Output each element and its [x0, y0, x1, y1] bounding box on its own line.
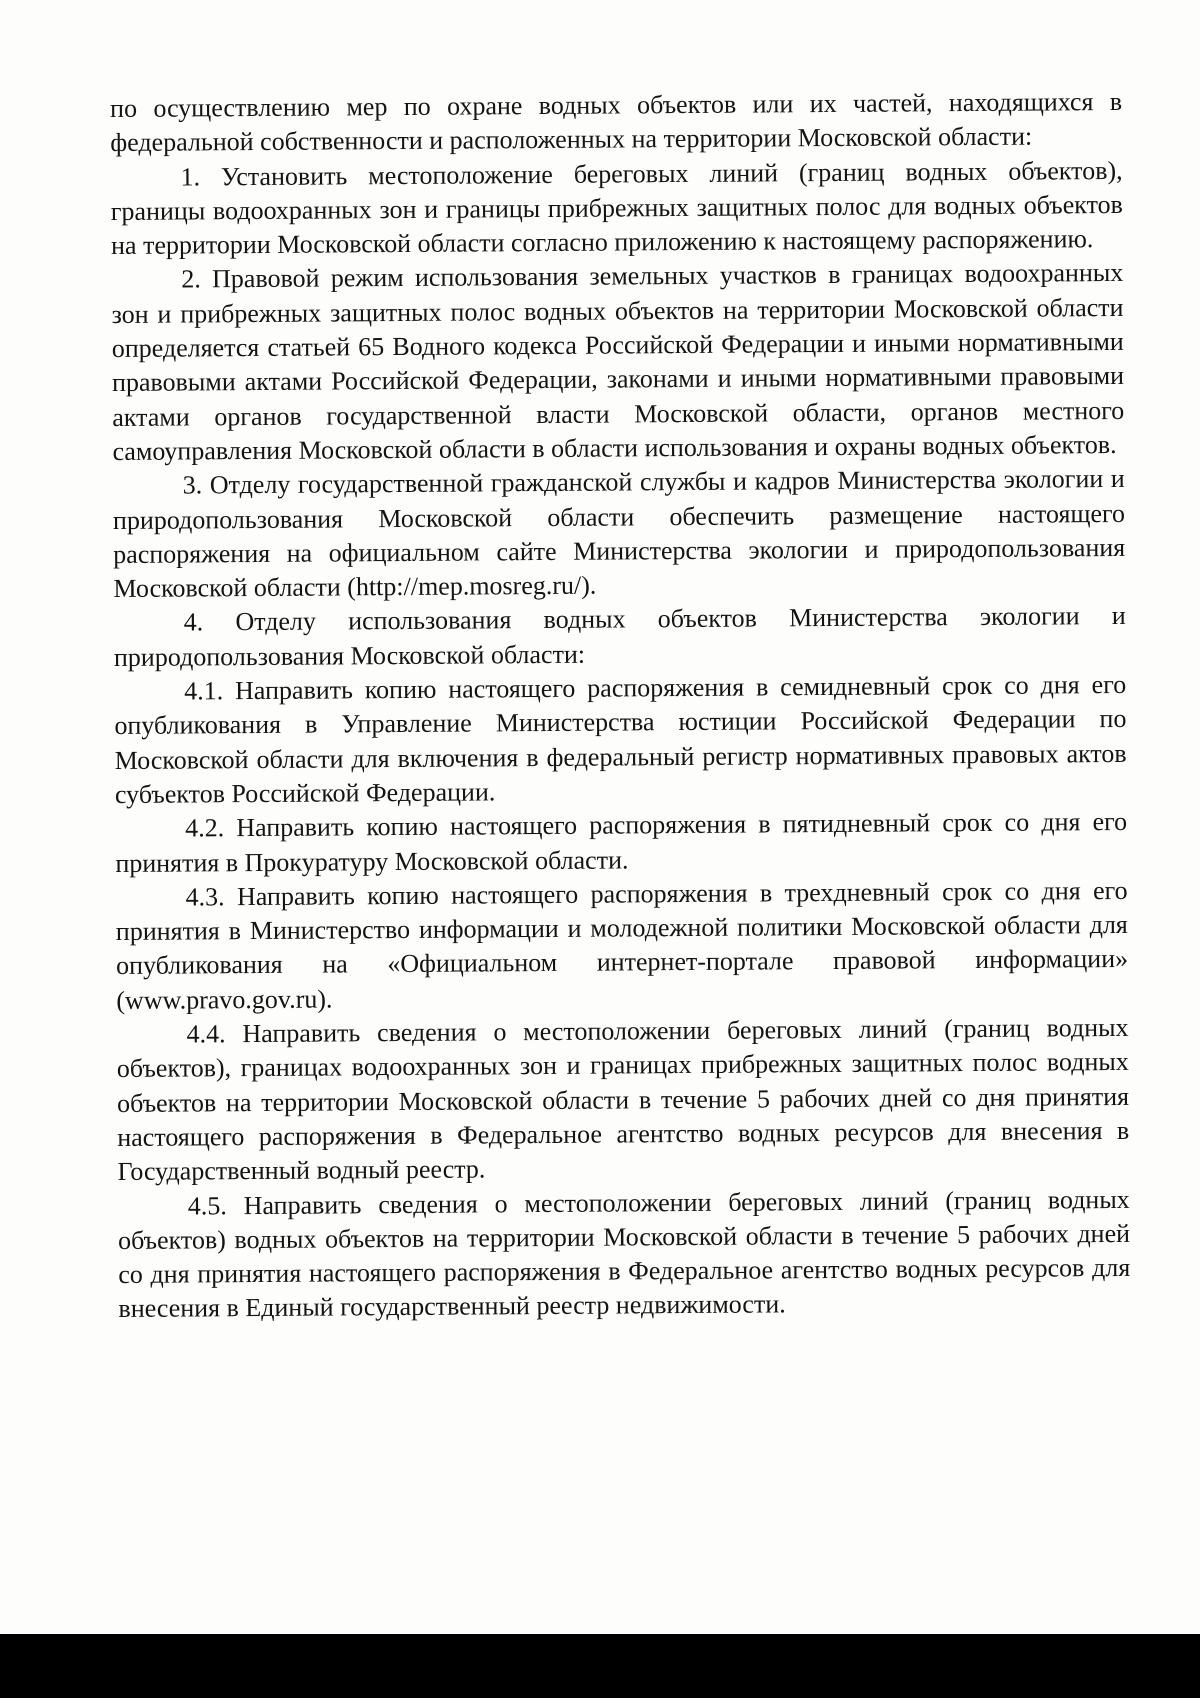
paragraph-item-4: 4. Отделу использования водных объектов Министерства экологии и природопользования Московской области:: [113, 601, 1126, 672]
paragraph-item-4-3: 4.3. Направить копию настоящего распоряжения в трехдневный срок со дня его принятия в Министерство информации и молодежной политики Московской области для опубликования на «Официальном интернет-портале правовой информации» (www.pravo.gov.ru).: [115, 875, 1129, 1015]
paragraph-item-1: 1. Установить местоположение береговых линий (границ водных объектов), границы водоохранных зон и границы прибрежных защитных полос для водных объектов на территории Московской области согласно приложению к настоящему распоряжению.: [110, 155, 1123, 261]
paragraph-item-2: 2. Правовой режим использования земельных участков в границах водоохранных зон и прибрежных защитных полос водных объектов на территории Московской области определяется статьей 65 Водного кодекса Российской Федерации и иными нормативными правовыми актами Российской Федерации, законами и иными нормативными правовыми актами органов государственной власти Московской области, органов местного самоуправления Московской области в области использования и охраны водных объектов.: [111, 258, 1125, 466]
paragraph-item-4-4: 4.4. Направить сведения о местоположении береговых линий (границ водных объектов), границах водоохранных зон и границах прибрежных защитных полос водных объектов на территории Московской области в течение 5 рабочих дней со дня принятия настоящего распоряжения в Федеральное агентство водных ресурсов для внесения в Государственный водный реестр.: [116, 1012, 1130, 1187]
document-body: [110, 85, 1131, 1327]
paragraph-item-4-2: 4.2. Направить копию настоящего распоряжения в пятидневный срок со дня его принятия в Прокуратуру Московской области.: [115, 807, 1128, 878]
paragraph-item-3: 3. Отделу государственной гражданской службы и кадров Министерства экологии и природопользования Московской области обеспечить размещение настоящего распоряжения на официальном сайте Министерства экологии и природопользования Московской области (http://mep.mosreg.ru/).: [112, 464, 1126, 604]
paragraph-continuation: по осуществлению мер по охране водных объектов или их частей, находящихся в федеральной собственности и расположенных на территории Московской области:: [110, 86, 1123, 158]
paragraph-item-4-1: 4.1. Направить копию настоящего распоряжения в семидневный срок со дня его опубликования в Управление Министерства юстиции Российской Федерации по Московской области для включения в федеральный регистр нормативных правовых актов субъектов Российской Федерации.: [114, 669, 1127, 809]
scan-bottom-edge: [0, 1634, 1200, 1698]
paragraph-item-4-5: 4.5. Направить сведения о местоположении береговых линий (границ водных объектов) водных объектов на территории Московской области в течение 5 рабочих дней со дня принятия настоящего распоряжения в Федеральное агентство водных ресурсов для внесения в Единый государственный реестр недвижимости.: [117, 1184, 1131, 1324]
